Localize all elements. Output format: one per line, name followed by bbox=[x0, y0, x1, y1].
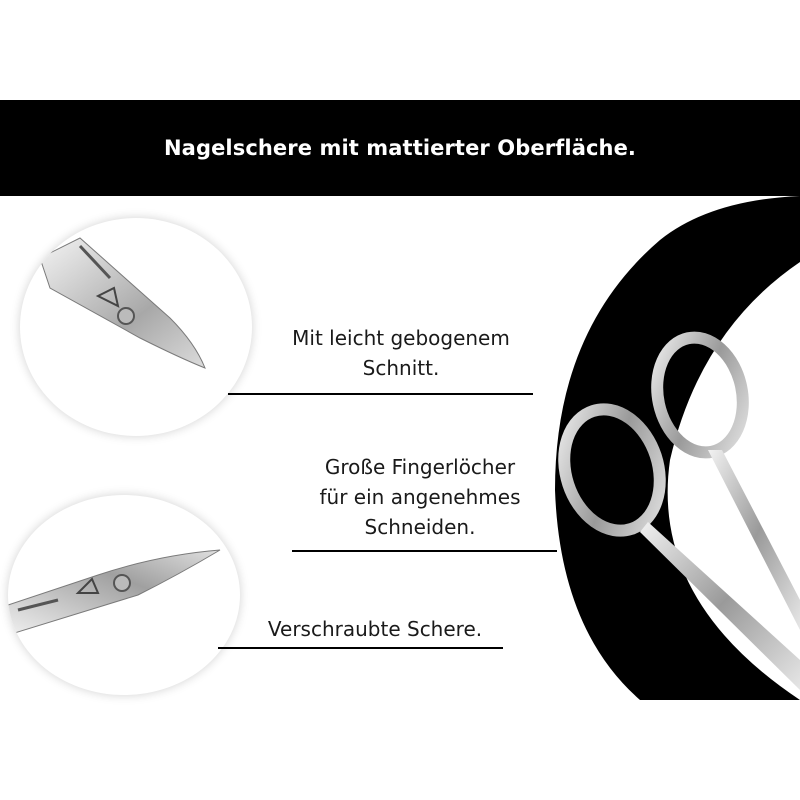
feature-screwed bbox=[230, 614, 520, 644]
curved-blade-closeup-icon bbox=[20, 218, 252, 436]
feature-1-underline bbox=[228, 393, 533, 395]
nail-scissors-icon bbox=[540, 300, 800, 700]
page-title: Nagelschere mit mattierter Oberfläche. bbox=[164, 136, 636, 160]
curved-blade-detail-image bbox=[20, 218, 252, 436]
feature-2-line-2: für ein angenehmes bbox=[319, 485, 521, 509]
feature-curved-cut bbox=[256, 323, 546, 383]
feature-finger-holes bbox=[275, 452, 565, 542]
screw-joint-closeup-icon bbox=[8, 495, 240, 695]
screw-joint-detail-image bbox=[8, 495, 240, 695]
feature-2-underline bbox=[292, 550, 557, 552]
feature-2-line-3: Schneiden. bbox=[364, 515, 476, 539]
feature-1-line-1: Mit leicht gebogenem bbox=[292, 326, 510, 350]
feature-1-line-2: Schnitt. bbox=[362, 356, 440, 380]
feature-3-underline bbox=[218, 647, 503, 649]
feature-2-line-1: Große Fingerlöcher bbox=[324, 455, 516, 479]
feature-3-line-1: Verschraubte Schere. bbox=[267, 617, 483, 641]
